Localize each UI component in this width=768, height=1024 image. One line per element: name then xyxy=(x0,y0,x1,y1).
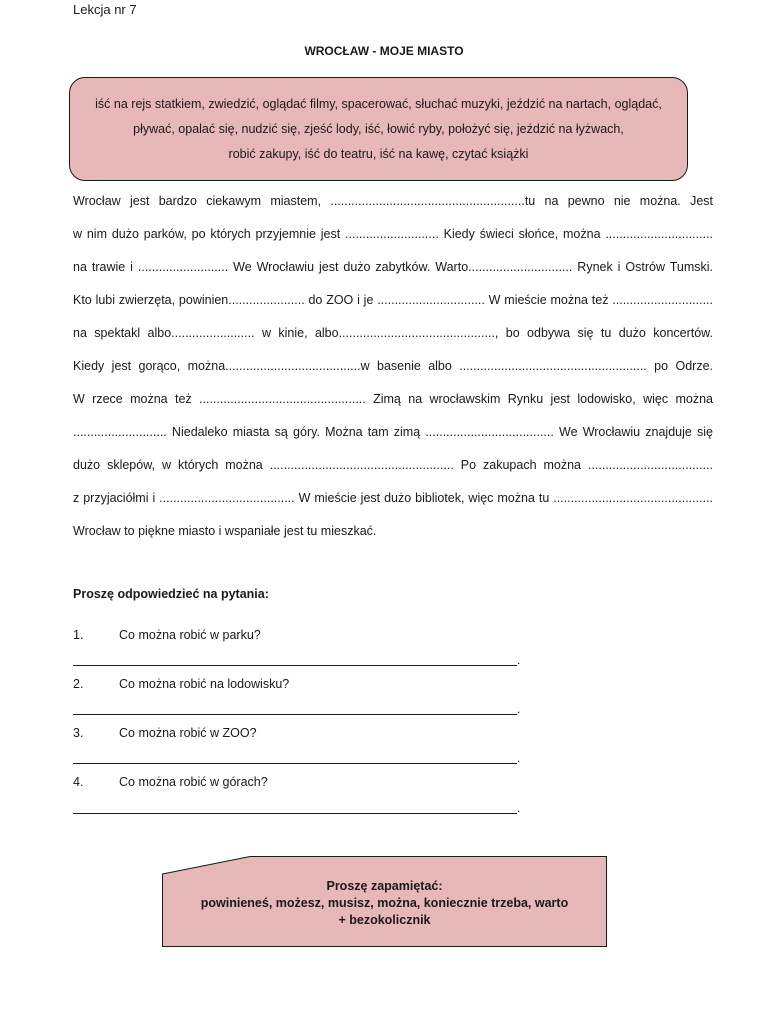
paragraph-line: Kto lubi zwierzęta, powinien...................... do ZOO i je ............................... W mieście można też ............................. xyxy=(73,293,713,307)
memo-modal-verbs: powinieneś, możesz, musisz, można, koniecznie trzeba, warto xyxy=(200,896,569,910)
answer-line[interactable] xyxy=(73,665,517,666)
paragraph-line: na trawie i .......................... We Wrocławiu jest dużo zabytków. Warto.............................. Rynek i Ostrów Tumski. xyxy=(73,260,713,274)
memo-infinitive: + bezokolicznik xyxy=(338,913,431,927)
answer-line-end: . xyxy=(517,653,521,667)
answer-line[interactable] xyxy=(73,763,517,764)
answer-line[interactable] xyxy=(73,813,517,814)
question-item xyxy=(73,726,257,740)
questions-heading: Proszę odpowiedzieć na pytania: xyxy=(73,587,269,601)
paragraph-line: W rzece można też ................................................ Zimą na wrocławskim Rynku jest lodowisko, więc można xyxy=(73,392,713,406)
question-number: 4. xyxy=(73,775,84,789)
answer-line-end: . xyxy=(517,751,521,765)
memo-text xyxy=(162,878,607,929)
memo-box xyxy=(162,856,607,947)
fill-in-paragraph xyxy=(73,192,713,555)
word-bank-line: robić zakupy, iść do teatru, iść na kawę, czytać książki xyxy=(228,147,529,161)
page-title: WROCŁAW - MOJE MIASTO xyxy=(304,44,464,58)
paragraph-line: ........................... Niedaleko miasta są góry. Można tam zimą ..................................... We Wrocławiu znajduje się xyxy=(73,425,713,439)
lesson-number: Lekcja nr 7 xyxy=(73,2,137,17)
paragraph-line: Wrocław to piękne miasto i wspaniałe jest tu mieszkać. xyxy=(73,524,377,538)
paragraph-line: dużo sklepów, w których można ..................................................... Po zakupach można .................................... xyxy=(73,458,713,472)
question-number: 2. xyxy=(73,677,84,691)
answer-line-end: . xyxy=(517,801,521,815)
question-number: 3. xyxy=(73,726,84,740)
question-text: Co można robić w parku? xyxy=(119,628,261,642)
question-item xyxy=(73,775,268,789)
question-item xyxy=(73,628,261,642)
word-bank-box xyxy=(69,77,688,181)
paragraph-line: w nim dużo parków, po których przyjemnie jest ........................... Kiedy świeci słońce, można ............................... xyxy=(73,227,713,241)
memo-title: Proszę zapamiętać: xyxy=(326,879,443,893)
paragraph-line: z przyjaciółmi i ....................................... W mieście jest dużo bibliotek, więc można tu .............................................. xyxy=(73,491,713,505)
paragraph-line: na spektakl albo........................ w kinie, albo............................................., bo odbywa się tu dużo koncertów. xyxy=(73,326,713,340)
question-text: Co można robić w górach? xyxy=(119,775,268,789)
answer-line[interactable] xyxy=(73,714,517,715)
question-text: Co można robić w ZOO? xyxy=(119,726,257,740)
answer-line-end: . xyxy=(517,702,521,716)
question-item xyxy=(73,677,289,691)
word-bank-line: pływać, opalać się, nudzić się, zjeść lody, iść, łowić ryby, położyć się, jeździć na łyżwach, xyxy=(133,122,624,136)
paragraph-line: Wrocław jest bardzo ciekawym miastem, ........................................................tu na pewno nie można. Jest xyxy=(73,194,713,208)
paragraph-line: Kiedy jest gorąco, można.......................................w basenie albo ...................................................... po Odrze. xyxy=(73,359,713,373)
question-text: Co można robić na lodowisku? xyxy=(119,677,290,691)
word-bank-line: iść na rejs statkiem, zwiedzić, oglądać filmy, spacerować, słuchać muzyki, jeździć na nartach, oglądać, xyxy=(95,97,662,111)
question-number: 1. xyxy=(73,628,84,642)
